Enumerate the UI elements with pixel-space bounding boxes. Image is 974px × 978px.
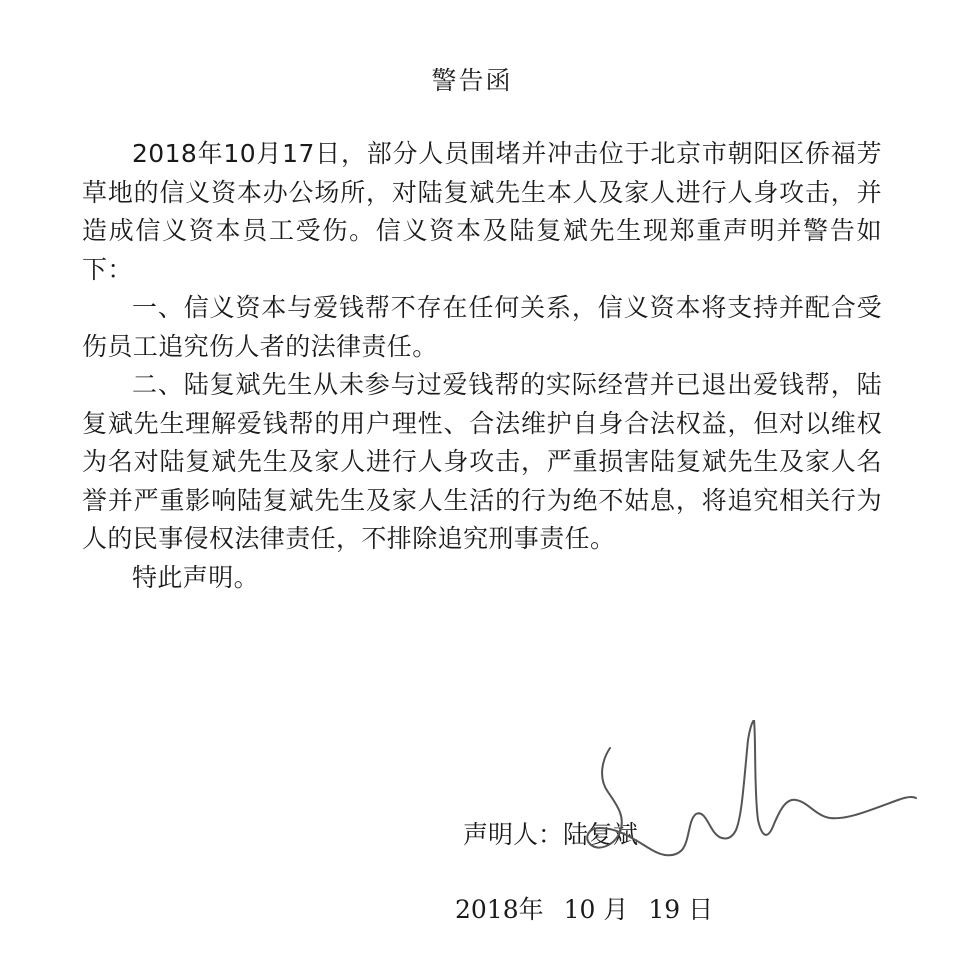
date-month: 10 月 — [563, 895, 629, 924]
paragraph-closing: 特此声明。 — [132, 562, 260, 592]
document-body — [82, 135, 882, 597]
document-date — [455, 893, 713, 927]
paragraph-point-two: 二、陆复斌先生从未参与过爱钱帮的实际经营并已退出爱钱帮，陆复斌先生理解爱钱帮的用户理性、合法维护自身合法权益，但对以维权为名对陆复斌先生及家人进行人身攻击，严重损害陆复斌先生及家人名誉并严重影响陆复斌先生及家人生活的行为绝不姑息，将追究相关行为人的民事侵权法律责任，不排除追究刑事责任。 — [82, 370, 882, 553]
handwritten-signature — [580, 720, 920, 870]
document-title: 警告函 — [431, 66, 513, 95]
paragraph-intro: 2018年10月17日，部分人员围堵并冲击位于北京市朝阳区侨福芳草地的信义资本办公场所，对陆复斌先生本人及家人进行人身攻击，并造成信义资本员工受伤。信义资本及陆复斌先生现郑重声明并警告如下： — [82, 139, 882, 284]
paragraph-point-one: 一、信义资本与爱钱帮不存在任何关系，信义资本将支持并配合受伤员工追究伤人者的法律责任。 — [82, 293, 882, 361]
date-day: 19 日 — [648, 895, 714, 924]
signer-line: 声明人：陆复斌 — [463, 820, 639, 849]
date-year: 2018年 — [455, 895, 544, 924]
